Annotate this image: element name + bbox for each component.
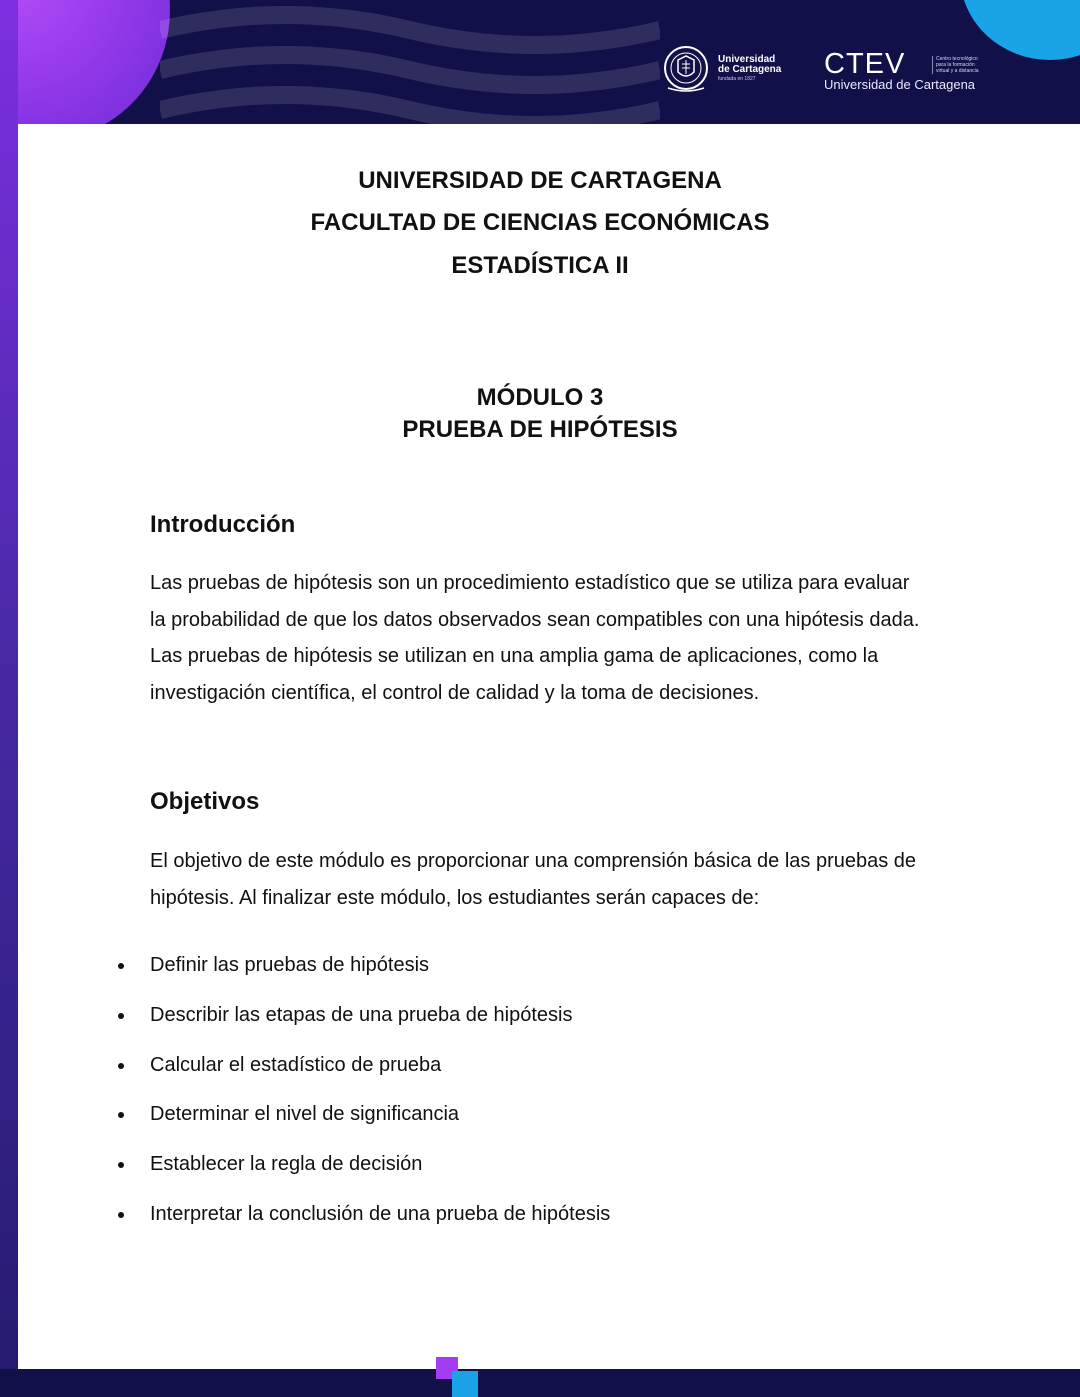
wave-pattern-decoration [160, 0, 660, 124]
udc-logo-line3: fundada en 1827 [718, 76, 756, 82]
university-seal-icon [660, 44, 712, 94]
objectives-list [0, 944, 1080, 1243]
intro-heading: Introducción [150, 511, 296, 538]
list-item [0, 1143, 1080, 1193]
bullet-icon [118, 1112, 124, 1118]
module-number: MÓDULO 3 [476, 384, 604, 411]
ctev-side-line1: Centro tecnológico [936, 56, 978, 62]
ctev-logo-subtitle: Universidad de Cartagena [824, 77, 976, 92]
list-item-text: Calcular el estadístico de prueba [150, 1053, 442, 1076]
purple-blob-decoration [0, 0, 170, 124]
ctev-side-line3: virtual y a distancia [936, 68, 979, 74]
ctev-logo-name: CTEV [824, 48, 906, 80]
bullet-icon [118, 1212, 124, 1218]
course-title: ESTADÍSTICA II [451, 252, 629, 279]
list-item [0, 1093, 1080, 1143]
list-item-text: Determinar el nivel de significancia [150, 1103, 460, 1126]
faculty-title: FACULTAD DE CIENCIAS ECONÓMICAS [310, 209, 770, 236]
footer-band [0, 1369, 1080, 1397]
list-item-text: Describir las etapas de una prueba de hipótesis [150, 1003, 573, 1026]
blue-blob-decoration [960, 0, 1080, 60]
module-name: PRUEBA DE HIPÓTESIS [402, 416, 678, 443]
header-band [0, 0, 1080, 124]
intro-paragraph: Las pruebas de hipótesis son un procedimiento estadístico que se utiliza para evaluar la probabilidad de que los datos observados sean compatibles con una hipótesis dada. Las pruebas de hipótesis se utilizan en una amplia gama de aplicaciones, como la investigación científica, el control de calidad y la toma de decisiones. [150, 572, 920, 705]
list-item [0, 944, 1080, 994]
ctev-logo-side-text [932, 56, 979, 74]
ctev-logo [822, 48, 992, 94]
udc-logo-line2: de Cartagena [718, 64, 782, 75]
university-title: UNIVERSIDAD DE CARTAGENA [358, 167, 722, 194]
list-item [0, 994, 1080, 1044]
objectives-heading: Objetivos [150, 788, 260, 815]
udc-logo-line1: Universidad [718, 54, 776, 65]
list-item-text: Interpretar la conclusión de una prueba de hipótesis [150, 1202, 611, 1225]
list-item-text: Definir las pruebas de hipótesis [150, 954, 430, 976]
bullet-icon [118, 1162, 124, 1168]
universidad-de-cartagena-logo [660, 44, 781, 94]
list-item-text: Establecer la regla de decisión [150, 1153, 423, 1176]
list-item [0, 1044, 1080, 1094]
bullet-icon [118, 963, 124, 969]
bullet-icon [118, 1013, 124, 1019]
blue-square-decoration [452, 1371, 478, 1397]
bullet-icon [118, 1063, 124, 1069]
objectives-paragraph: El objetivo de este módulo es proporcionar una comprensión básica de las pruebas de hipótesis. Al finalizar este módulo, los estudiantes serán capaces de: [150, 850, 917, 909]
list-item [0, 1193, 1080, 1243]
ctev-side-line2: para la formación [936, 62, 975, 68]
